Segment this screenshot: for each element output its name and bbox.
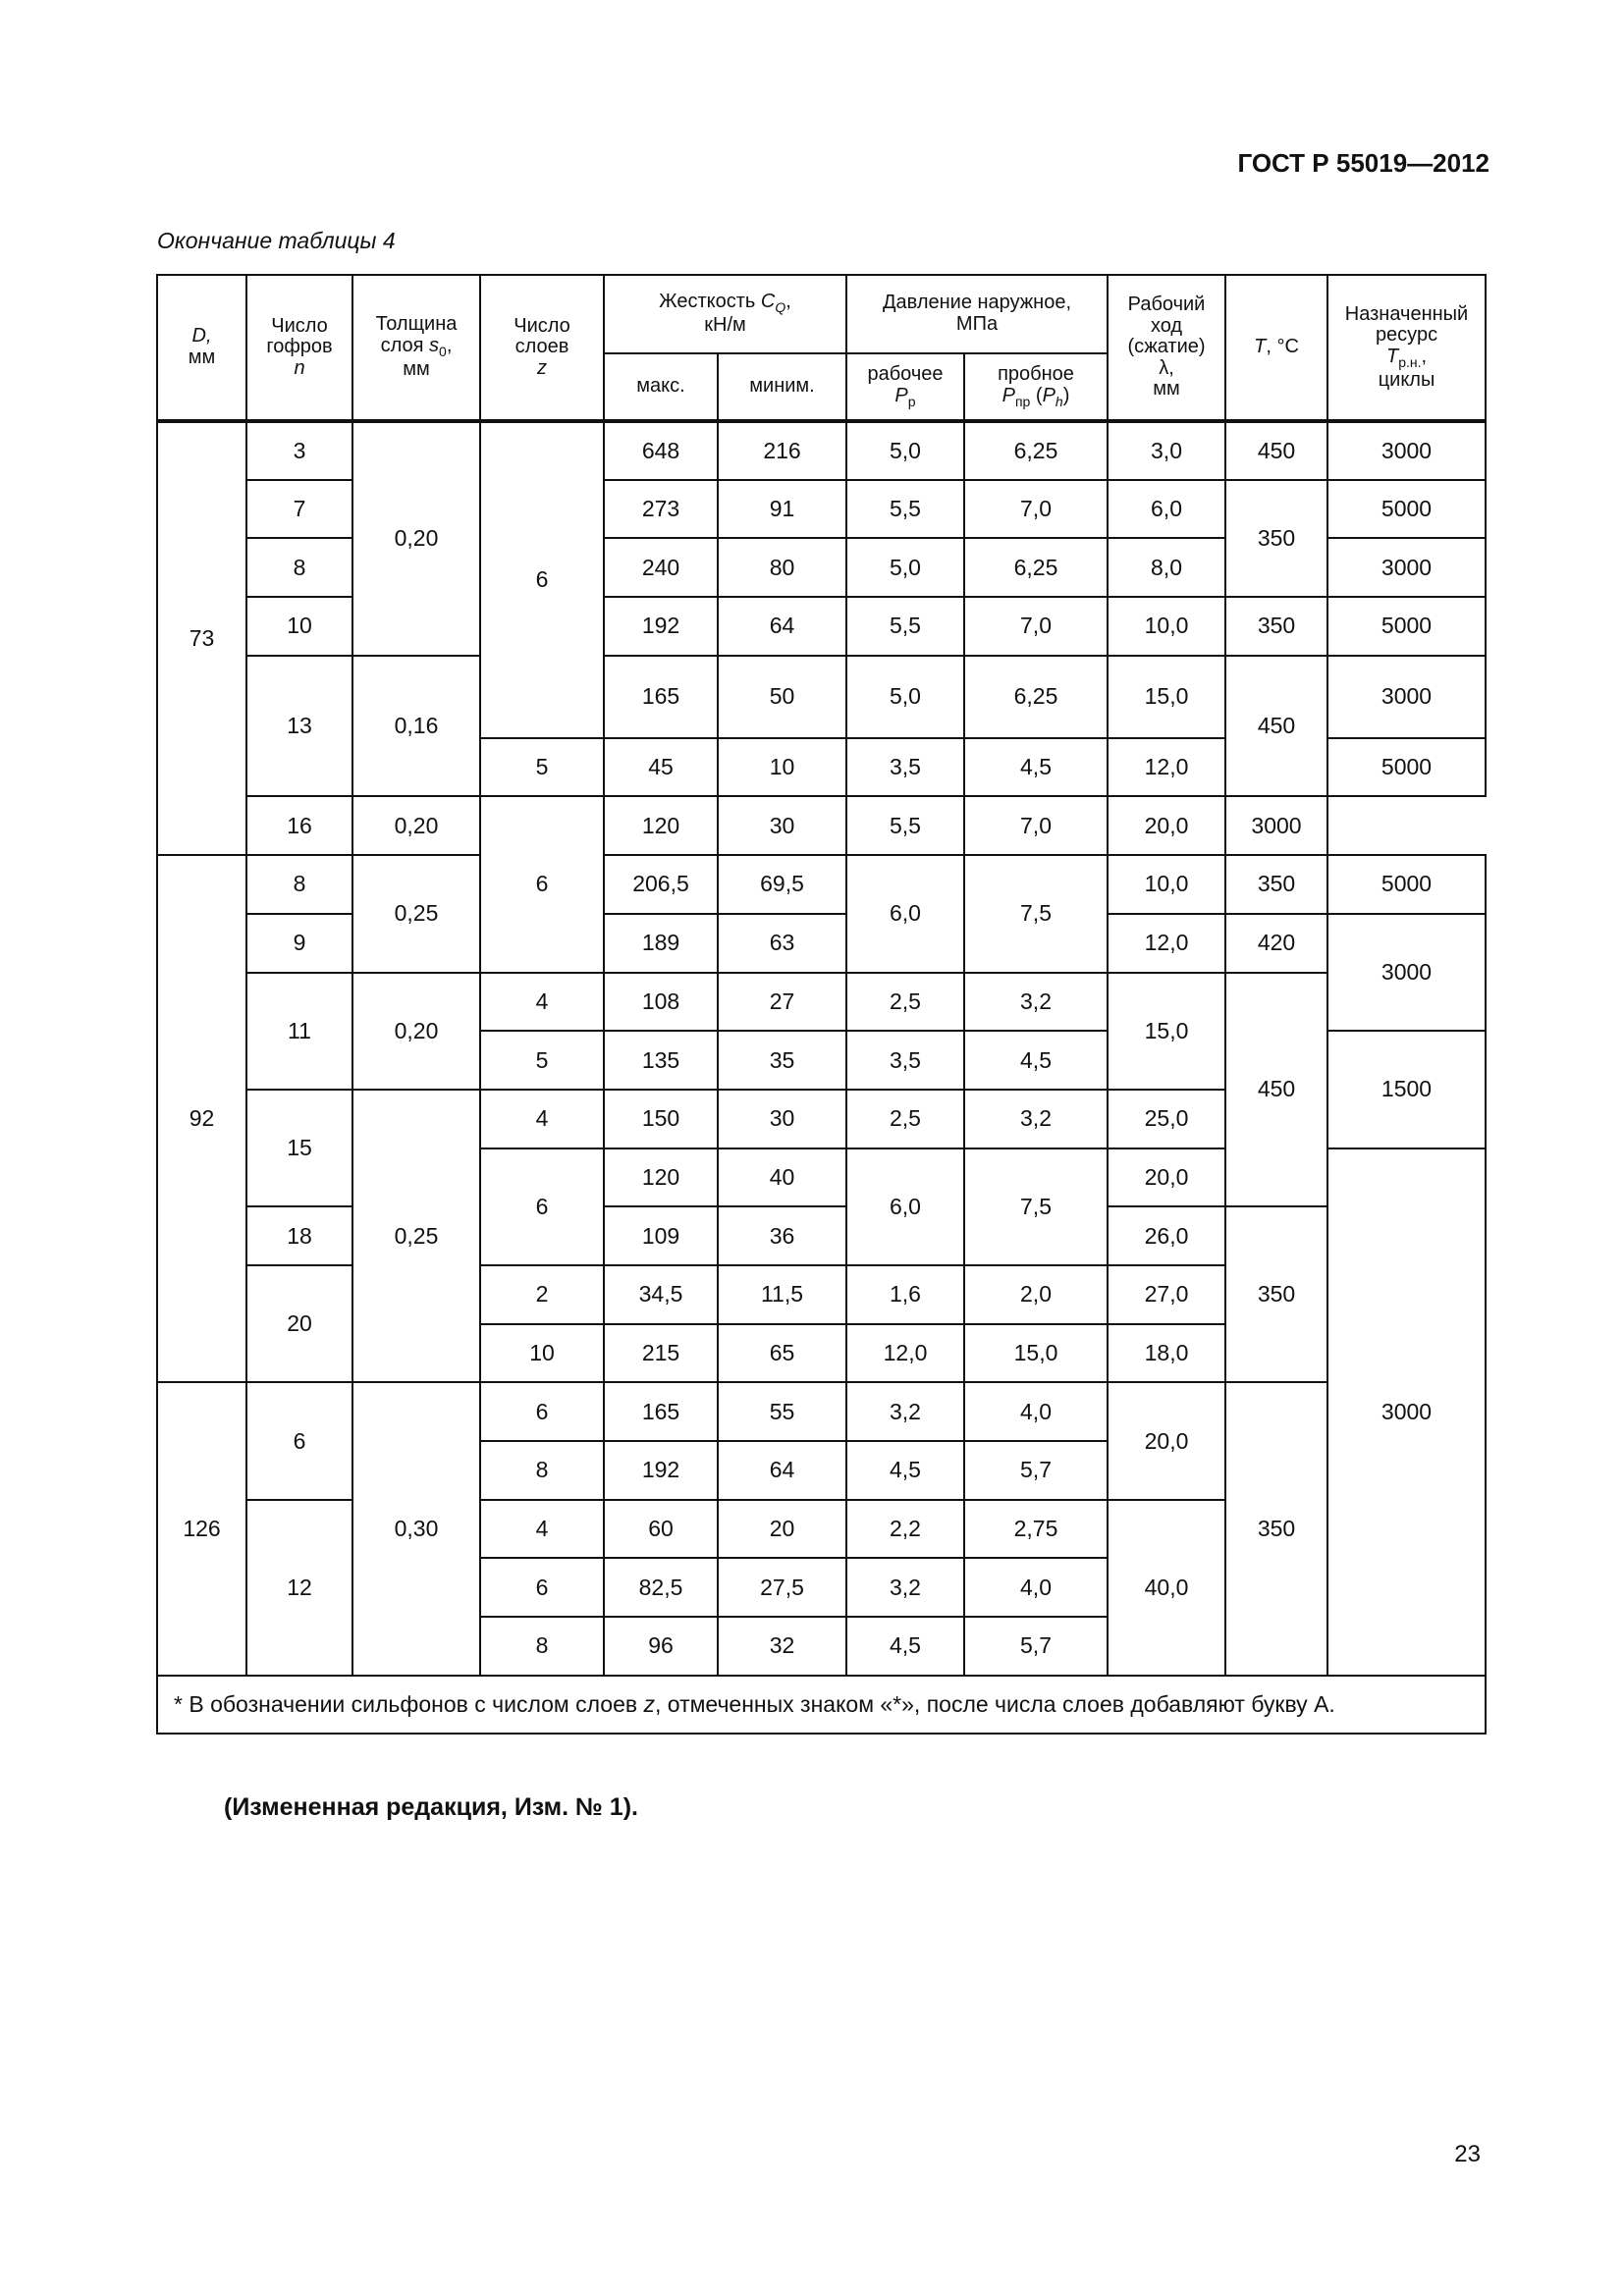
cell-stiffness-min: 35 [718,1031,846,1090]
cell-pressure-test: 3,2 [964,1090,1108,1148]
cell-stroke: 6,0 [1108,480,1225,539]
cell-layers: 8 [480,1441,604,1500]
cell-pressure-test: 7,0 [964,796,1108,855]
cell-pressure-working: 5,0 [846,421,964,480]
cell-pressure-test: 4,5 [964,1031,1108,1090]
cell-pressure-test: 5,7 [964,1617,1108,1676]
cell-stiffness-min: 64 [718,1441,846,1500]
cell-stiffness-min: 65 [718,1324,846,1383]
cell-pressure-working: 5,5 [846,796,964,855]
table-caption: Окончание таблицы 4 [157,228,396,253]
cell-stiffness-min: 63 [718,914,846,973]
cell-pressure-working: 3,2 [846,1558,964,1617]
table-row [157,796,1486,855]
cell-layers: 6 [480,421,604,738]
cell-stiffness-min: 40 [718,1148,846,1207]
cell-layers: 4 [480,1500,604,1559]
cell-thickness: 0,20 [352,421,480,656]
cell-service-life: 3000 [1225,796,1327,855]
cell-layers: 6 [480,1148,604,1265]
cell-pressure-working: 4,5 [846,1617,964,1676]
cell-pressure-working: 2,5 [846,973,964,1032]
cell-stiffness-min: 55 [718,1382,846,1441]
cell-stiffness-min: 30 [718,1090,846,1148]
cell-pressure-working: 2,2 [846,1500,964,1559]
cell-stiffness-max: 206,5 [604,855,718,914]
cell-thickness: 0,30 [352,1382,480,1675]
cell-layers: 4 [480,1090,604,1148]
cell-pressure-test: 6,25 [964,656,1108,738]
cell-stiffness-min: 64 [718,597,846,656]
cell-stroke: 20,0 [1108,1148,1225,1207]
cell-stiffness-max: 60 [604,1500,718,1559]
cell-pressure-working: 3,5 [846,1031,964,1090]
cell-layers: 8 [480,1617,604,1676]
cell-corrugations: 16 [246,796,352,855]
cell-temperature: 350 [1225,480,1327,597]
header-temperature: T, °C [1225,275,1327,421]
cell-diameter: 126 [157,1382,246,1675]
cell-stroke: 12,0 [1108,738,1225,797]
header-stiffness-max: макс. [604,353,718,421]
cell-layers: 6 [480,1558,604,1617]
cell-stiffness-max: 109 [604,1206,718,1265]
cell-service-life: 1500 [1327,1031,1486,1148]
header-layers: Число слоев z [480,275,604,421]
cell-stiffness-min: 20 [718,1500,846,1559]
cell-stroke: 15,0 [1108,656,1225,738]
cell-stiffness-max: 108 [604,973,718,1032]
cell-stiffness-max: 96 [604,1617,718,1676]
cell-pressure-test: 7,5 [964,1148,1108,1265]
cell-pressure-working: 5,5 [846,597,964,656]
cell-corrugations: 3 [246,421,352,480]
cell-pressure-working: 12,0 [846,1324,964,1383]
footnote-row [157,1676,1486,1735]
cell-thickness: 0,25 [352,855,480,972]
cell-thickness: 0,20 [352,796,480,855]
header-working-stroke: Рабочий ход (сжатие) λ, мм [1108,275,1225,421]
cell-stroke: 20,0 [1108,1382,1225,1499]
cell-temperature: 420 [1225,914,1327,973]
cell-pressure-working: 2,5 [846,1090,964,1148]
cell-corrugations: 8 [246,855,352,914]
cell-stiffness-min: 32 [718,1617,846,1676]
cell-temperature: 350 [1225,855,1327,914]
amendment-note: (Измененная редакция, Изм. № 1). [224,1793,638,1821]
cell-temperature: 350 [1225,597,1327,656]
cell-corrugations: 7 [246,480,352,539]
cell-pressure-working: 3,2 [846,1382,964,1441]
cell-pressure-test: 2,0 [964,1265,1108,1324]
cell-service-life: 5000 [1327,480,1486,539]
cell-stroke: 15,0 [1108,973,1225,1090]
cell-pressure-working: 6,0 [846,855,964,972]
cell-layers: 6 [480,1382,604,1441]
cell-stiffness-max: 273 [604,480,718,539]
cell-thickness: 0,25 [352,1090,480,1382]
cell-stroke: 20,0 [1108,796,1225,855]
table-row [157,973,1486,1032]
cell-temperature: 450 [1225,656,1327,797]
page-number: 23 [1454,2141,1481,2167]
cell-corrugations: 9 [246,914,352,973]
cell-pressure-working: 5,5 [846,480,964,539]
cell-layers: 5 [480,1031,604,1090]
cell-stiffness-max: 120 [604,1148,718,1207]
cell-stroke: 8,0 [1108,538,1225,597]
bellows-table [156,274,1487,1735]
cell-stiffness-min: 30 [718,796,846,855]
cell-temperature: 350 [1225,1382,1327,1675]
cell-stiffness-min: 10 [718,738,846,797]
cell-pressure-test: 7,0 [964,597,1108,656]
cell-pressure-test: 4,0 [964,1382,1108,1441]
cell-thickness: 0,16 [352,656,480,797]
cell-layers: 5 [480,738,604,797]
cell-stroke: 10,0 [1108,597,1225,656]
cell-stiffness-max: 120 [604,796,718,855]
header-corrugations: Число гофров n [246,275,352,421]
table-row [157,855,1486,914]
cell-pressure-test: 6,25 [964,421,1108,480]
cell-service-life: 3000 [1327,656,1486,738]
cell-stroke: 27,0 [1108,1265,1225,1324]
cell-corrugations: 11 [246,973,352,1090]
cell-pressure-test: 4,5 [964,738,1108,797]
cell-layers: 10 [480,1324,604,1383]
cell-stiffness-max: 215 [604,1324,718,1383]
table-row [157,656,1486,738]
cell-stroke: 10,0 [1108,855,1225,914]
header-diameter: D, мм [157,275,246,421]
cell-stiffness-min: 69,5 [718,855,846,914]
header-stiffness-min: миним. [718,353,846,421]
cell-pressure-test: 4,0 [964,1558,1108,1617]
cell-corrugations: 12 [246,1500,352,1676]
cell-pressure-test: 3,2 [964,973,1108,1032]
header-stiffness: Жесткость $C_Q$, кН/м [604,275,846,353]
cell-stiffness-max: 165 [604,656,718,738]
cell-stiffness-max: 240 [604,538,718,597]
cell-stiffness-min: 91 [718,480,846,539]
cell-stiffness-max: 648 [604,421,718,480]
table-row [157,1382,1486,1441]
cell-stroke: 26,0 [1108,1206,1225,1265]
cell-diameter: 73 [157,421,246,855]
cell-stroke: 12,0 [1108,914,1225,973]
cell-pressure-working: 4,5 [846,1441,964,1500]
cell-stiffness-max: 150 [604,1090,718,1148]
cell-stiffness-max: 165 [604,1382,718,1441]
cell-pressure-test: 7,0 [964,480,1108,539]
cell-pressure-test: 7,5 [964,855,1108,972]
cell-stroke: 18,0 [1108,1324,1225,1383]
cell-corrugations: 13 [246,656,352,797]
cell-corrugations: 6 [246,1382,352,1499]
cell-temperature: 450 [1225,973,1327,1207]
document-code: ГОСТ Р 55019—2012 [1237,148,1489,178]
cell-service-life: 3000 [1327,421,1486,480]
cell-pressure-test: 15,0 [964,1324,1108,1383]
cell-corrugations: 10 [246,597,352,656]
cell-stiffness-min: 11,5 [718,1265,846,1324]
cell-stiffness-min: 27,5 [718,1558,846,1617]
cell-stiffness-min: 216 [718,421,846,480]
cell-service-life: 3000 [1327,914,1486,1031]
cell-layers: 4 [480,973,604,1032]
cell-stroke: 25,0 [1108,1090,1225,1148]
cell-stiffness-max: 82,5 [604,1558,718,1617]
cell-layers: 6 [480,796,604,972]
cell-stroke: 40,0 [1108,1500,1225,1676]
cell-service-life: 5000 [1327,738,1486,797]
table-row [157,421,1486,480]
header-pressure-working: рабочее $P_р$ [846,353,964,421]
cell-corrugations: 18 [246,1206,352,1265]
cell-temperature: 350 [1225,1206,1327,1382]
cell-corrugations: 15 [246,1090,352,1206]
cell-pressure-test: 5,7 [964,1441,1108,1500]
cell-pressure-working: 6,0 [846,1148,964,1265]
cell-corrugations: 8 [246,538,352,597]
cell-stiffness-min: 36 [718,1206,846,1265]
cell-stiffness-min: 50 [718,656,846,738]
cell-pressure-working: 5,0 [846,656,964,738]
cell-pressure-test: 2,75 [964,1500,1108,1559]
cell-stroke: 3,0 [1108,421,1225,480]
cell-stiffness-min: 27 [718,973,846,1032]
cell-stiffness-max: 45 [604,738,718,797]
cell-service-life: 5000 [1327,855,1486,914]
cell-diameter: 92 [157,855,246,1382]
cell-service-life: 5000 [1327,597,1486,656]
header-service-life: Назначенный ресурс $T_{р.н.}$, циклы [1327,275,1486,421]
cell-temperature: 450 [1225,421,1327,480]
cell-pressure-test: 6,25 [964,538,1108,597]
cell-service-life: 3000 [1327,1148,1486,1676]
cell-stiffness-max: 189 [604,914,718,973]
cell-stiffness-max: 34,5 [604,1265,718,1324]
cell-pressure-working: 3,5 [846,738,964,797]
cell-layers: 2 [480,1265,604,1324]
cell-service-life: 3000 [1327,538,1486,597]
header-layer-thickness: Толщина слоя $s_0$, мм [352,275,480,421]
cell-stiffness-max: 192 [604,597,718,656]
cell-pressure-working: 1,6 [846,1265,964,1324]
header-pressure-test: пробное $P_{пр}$ $(P_h)$ [964,353,1108,421]
cell-thickness: 0,20 [352,973,480,1090]
cell-stiffness-max: 135 [604,1031,718,1090]
header-external-pressure: Давление наружное, МПа [846,275,1108,353]
cell-corrugations: 20 [246,1265,352,1382]
table-footnote: * В обозначении сильфонов с числом слоев z, отмеченных знаком «*», после числа слоев добавляют букву А. [157,1676,1486,1735]
cell-stiffness-min: 80 [718,538,846,597]
cell-stiffness-max: 192 [604,1441,718,1500]
cell-pressure-working: 5,0 [846,538,964,597]
